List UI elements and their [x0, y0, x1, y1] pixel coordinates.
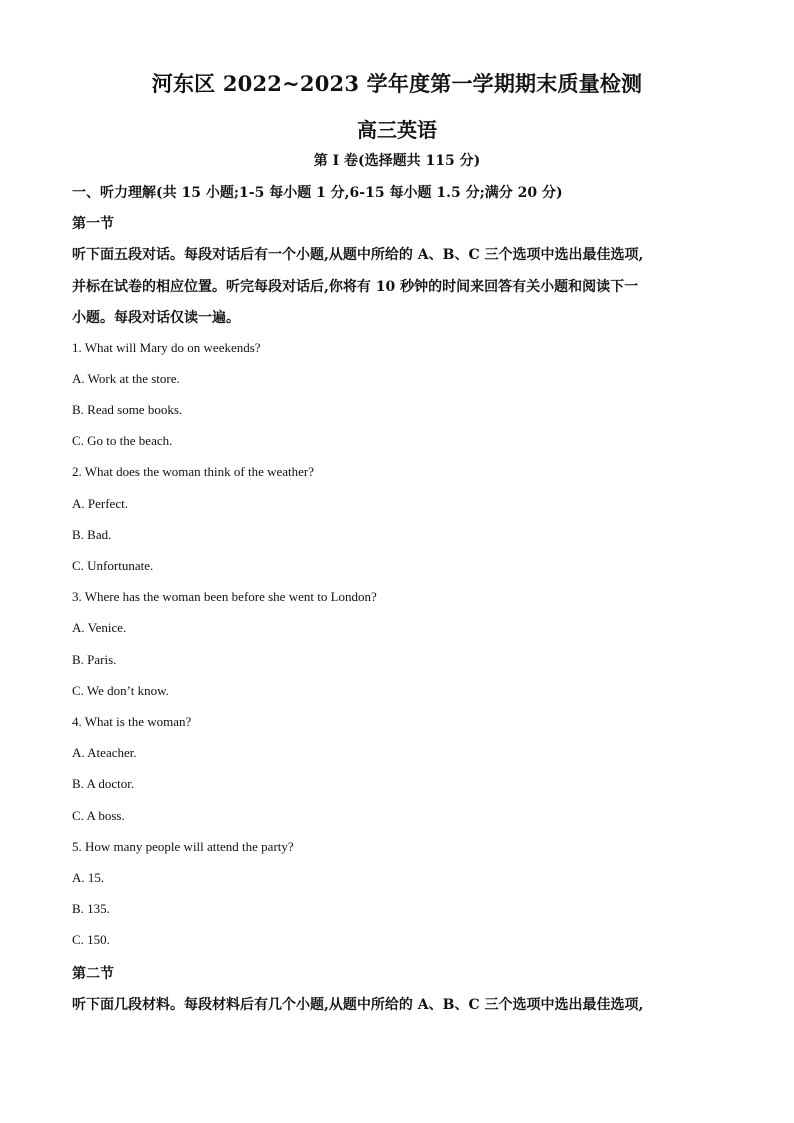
exam-title: 河东区 2022~2023 学年度第一学期期末质量检测: [151, 71, 643, 96]
question-option: A. Venice.: [72, 620, 127, 635]
listening-section-heading: 一、听力理解(共 15 小题;1-5 每小题 1 分,6-15 每小题 1.5 分;满分 20 分): [72, 185, 563, 201]
question-option: C. Unfortunate.: [72, 558, 154, 573]
question-stem: 1. What will Mary do on weekends?: [72, 340, 261, 355]
question-option: C. Go to the beach.: [72, 433, 173, 448]
question-option: A. Work at the store.: [72, 371, 180, 386]
question-option: C. 150.: [72, 932, 110, 947]
question-option: B. 135.: [72, 901, 110, 916]
question-option: B. Read some books.: [72, 402, 183, 417]
question-option: B. Bad.: [72, 527, 112, 542]
part1-label: 第一节: [72, 216, 114, 232]
part1-instruction-line: 小题。每段对话仅读一遍。: [72, 310, 240, 326]
question-option: C. A boss.: [72, 808, 125, 823]
volume-heading: 第 I 卷(选择题共 115 分): [313, 153, 481, 169]
part1-instruction-line: 听下面五段对话。每段对话后有一个小题,从题中所给的 A、B、C 三个选项中选出最佳选项,: [72, 247, 644, 263]
part2-instruction-line: 听下面几段材料。每段材料后有几个小题,从题中所给的 A、B、C 三个选项中选出最佳选项,: [72, 997, 644, 1013]
question-option: B. Paris.: [72, 652, 117, 667]
question-stem: 5. How many people will attend the party?: [72, 839, 294, 854]
question-option: A. Perfect.: [72, 496, 128, 511]
part1-instruction-line: 并标在试卷的相应位置。听完每段对话后,你将有 10 秒钟的时间来回答有关小题和阅读下一: [72, 279, 639, 295]
question-option: B. A doctor.: [72, 776, 135, 791]
question-option: A. 15.: [72, 870, 105, 885]
exam-subject: 高三英语: [357, 118, 437, 142]
question-stem: 3. Where has the woman been before she went to London?: [72, 589, 377, 604]
part2-label: 第二节: [72, 966, 114, 982]
question-option: A. Ateacher.: [72, 745, 137, 760]
question-stem: 2. What does the woman think of the weather?: [72, 464, 314, 479]
question-option: C. We don’t know.: [72, 683, 169, 698]
question-stem: 4. What is the woman?: [72, 714, 192, 729]
